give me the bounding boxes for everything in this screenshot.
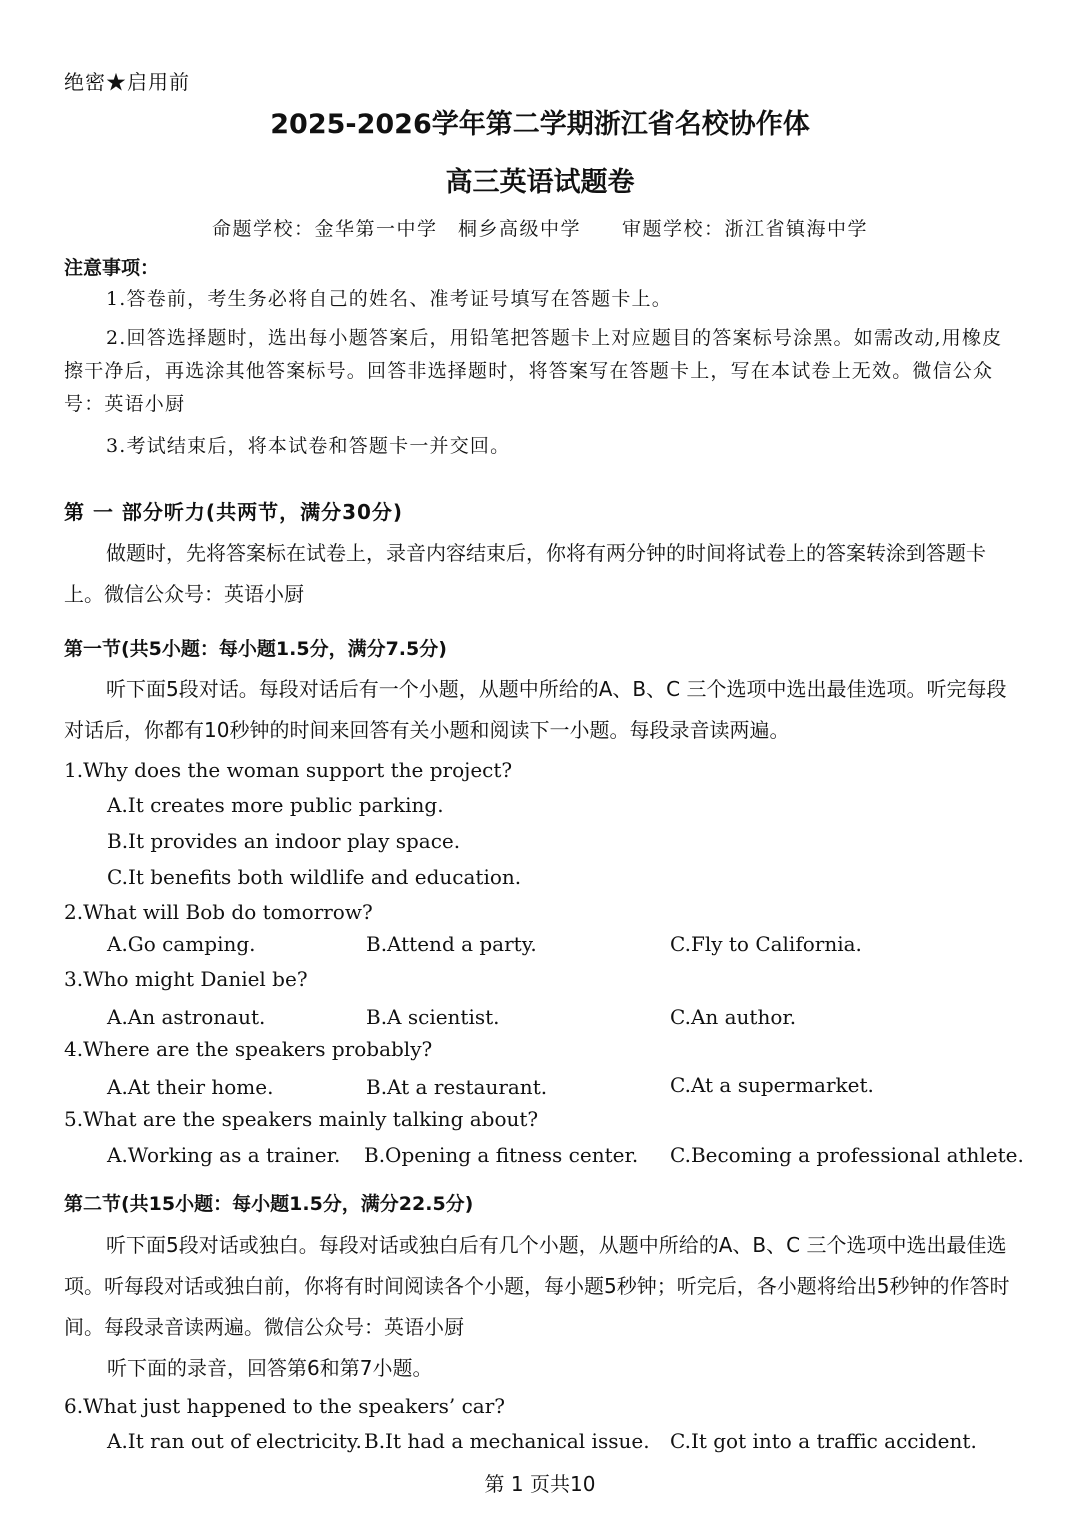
option-c: C.It got into a traffic accident.	[670, 1429, 977, 1453]
option-c: C.Becoming a professional athlete.	[670, 1143, 1024, 1167]
option-b: B.At a restaurant.	[366, 1075, 548, 1099]
question-stem: 6.What just happened to the speakers’ car?	[64, 1394, 505, 1418]
option-b: B.Opening a fitness center.	[364, 1143, 639, 1167]
section-heading: 第一节(共5小题：每小题1.5分，满分7.5分)	[64, 638, 447, 660]
option-a: A.It creates more public parking.	[107, 793, 444, 817]
section-heading: 第二节(共15小题：每小题1.5分，满分22.5分)	[64, 1193, 474, 1215]
option-c: C.It benefits both wildlife and education.	[107, 865, 522, 889]
question-stem: 1.Why does the woman support the project?	[64, 758, 513, 782]
question-stem: 2.What will Bob do tomorrow?	[64, 900, 373, 924]
option-a: A.An astronaut.	[107, 1005, 266, 1029]
option-c: C.Fly to California.	[670, 932, 862, 956]
page-number: 第 1 页共10	[484, 1472, 596, 1496]
confidential-mark: 绝密★启用前	[64, 70, 190, 94]
option-c: C.An author.	[670, 1005, 797, 1029]
exam-title: 2025-2026学年第二学期浙江省名校协作体	[270, 109, 810, 140]
sub-instruction: 听下面的录音，回答第6和第7小题。	[107, 1356, 433, 1380]
notice-item: 1.答卷前，考生务必将自己的姓名、准考证号填写在答题卡上。	[106, 288, 672, 310]
question-stem: 5.What are the speakers mainly talking about?	[64, 1107, 539, 1131]
option-a: A.Working as a trainer.	[107, 1143, 341, 1167]
exam-subtitle: 高三英语试题卷	[445, 167, 635, 198]
option-a: A.At their home.	[107, 1075, 274, 1099]
notice-item: 2.回答选择题时，选出每小题答案后，用铅笔把答题卡上对应题目的答案标号涂黑。如需改动,用橡皮擦干净后，再选涂其他答案标号。回答非选择题时，将答案写在答题卡上，写在本试卷上无效。微信公众号：英语小厨	[64, 327, 1003, 415]
option-b: B.It provides an indoor play space.	[107, 829, 461, 853]
option-b: B.It had a mechanical issue.	[364, 1429, 650, 1453]
option-a: A.It ran out of electricity.	[107, 1429, 362, 1453]
part-heading: 第 一 部分听力(共两节，满分30分)	[64, 500, 404, 524]
part-instructions: 做题时，先将答案标在试卷上，录音内容结束后，你将有两分钟的时间将试卷上的答案转涂到答题卡上。微信公众号：英语小厨	[64, 541, 986, 606]
section-instructions: 听下面5段对话。每段对话后有一个小题，从题中所给的A、B、C 三个选项中选出最佳选项。听完每段对话后，你都有10秒钟的时间来回答有关小题和阅读下一小题。每段录音读两遍。	[64, 677, 1007, 742]
option-c: C.At a supermarket.	[670, 1073, 874, 1097]
section-instructions: 听下面5段对话或独白。每段对话或独白后有几个小题，从题中所给的A、B、C 三个选项中选出最佳选项。听每段对话或独白前，你将有时间阅读各个小题，每小题5秒钟；听完后，各小题将给出5秒钟的作答时间。每段录音读两遍。微信公众号：英语小厨	[64, 1233, 1010, 1339]
option-b: B.A scientist.	[366, 1005, 500, 1029]
notice-item: 3.考试结束后，将本试卷和答题卡一并交回。	[106, 435, 511, 457]
school-info: 命题学校：金华第一中学 桐乡高级中学 审题学校：浙江省镇海中学	[211, 218, 868, 240]
notice-heading: 注意事项：	[64, 257, 160, 279]
question-stem: 4.Where are the speakers probably?	[64, 1037, 433, 1061]
option-a: A.Go camping.	[107, 932, 256, 956]
question-stem: 3.Who might Daniel be?	[64, 967, 308, 991]
option-b: B.Attend a party.	[366, 932, 537, 956]
